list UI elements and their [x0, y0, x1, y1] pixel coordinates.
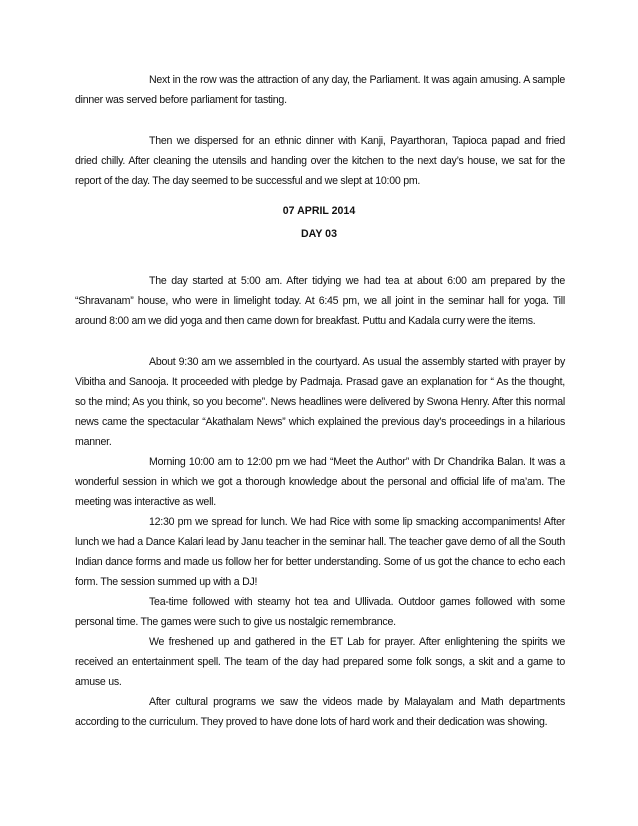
paragraph-ethnic-dinner: Then we dispersed for an ethnic dinner with Kanji, Payarthoran, Tapioca papad and fried dried chilly. After cleaning the utensils and handing over the kitchen to the next day’s house, we sat for the report of the day. The day seemed to be successful and we slept at 10:00 pm. [75, 135, 565, 187]
paragraph-assembly: About 9:30 am we assembled in the courtyard. As usual the assembly started with prayer by Vibitha and Sanooja. It proceeded with pledge by Padmaja. Prasad gave an explanation for “ As the thought, so the mind; As you think, so you become”. News headlines were delivered by Swona Henry. After this normal news came the spectacular “Akathalam News” which explained the previous day’s proceedings in a hilarious manner. [75, 356, 565, 448]
paragraph-parliament: Next in the row was the attraction of any day, the Parliament. It was again amusing. A sample dinner was served before parliament for tasting. [75, 74, 565, 106]
paragraph-meet-the-author: Morning 10:00 am to 12:00 pm we had “Meet the Author” with Dr Chandrika Balan. It was a wonderful session in which we got a thorough knowledge about the personal and official life of ma’am. The meeting was interactive as well. [75, 456, 565, 508]
paragraph-lunch-dance: 12:30 pm we spread for lunch. We had Rice with some lip smacking accompaniments! After lunch we had a Dance Kalari lead by Janu teacher in the seminar hall. The teacher gave demo of all the South Indian dance forms and made us follow her for better understanding. Some of us got the chance to echo each form. The session summed up with a DJ! [75, 516, 565, 588]
day-heading: DAY 03 [301, 228, 337, 240]
date-heading: 07 APRIL 2014 [282, 205, 356, 217]
paragraph-tea-time: Tea-time followed with steamy hot tea and Ullivada. Outdoor games followed with some personal time. The games were such to give us nostalgic remembrance. [75, 596, 565, 628]
paragraph-videos: After cultural programs we saw the videos made by Malayalam and Math departments according to the curriculum. They proved to have done lots of hard work and their dedication was showing. [75, 696, 565, 728]
paragraph-morning: The day started at 5:00 am. After tidying we had tea at about 6:00 am prepared by the “Shravanam” house, who were in limelight today. At 6:45 pm, we all joint in the seminar hall for yoga. Till around 8:00 am we did yoga and then came down for breakfast. Puttu and Kadala curry were the items. [75, 275, 565, 327]
paragraph-prayer-entertainment: We freshened up and gathered in the ET Lab for prayer. After enlightening the spirits we received an entertainment spell. The team of the day had prepared some folk songs, a skit and a game to amuse us. [75, 636, 565, 688]
